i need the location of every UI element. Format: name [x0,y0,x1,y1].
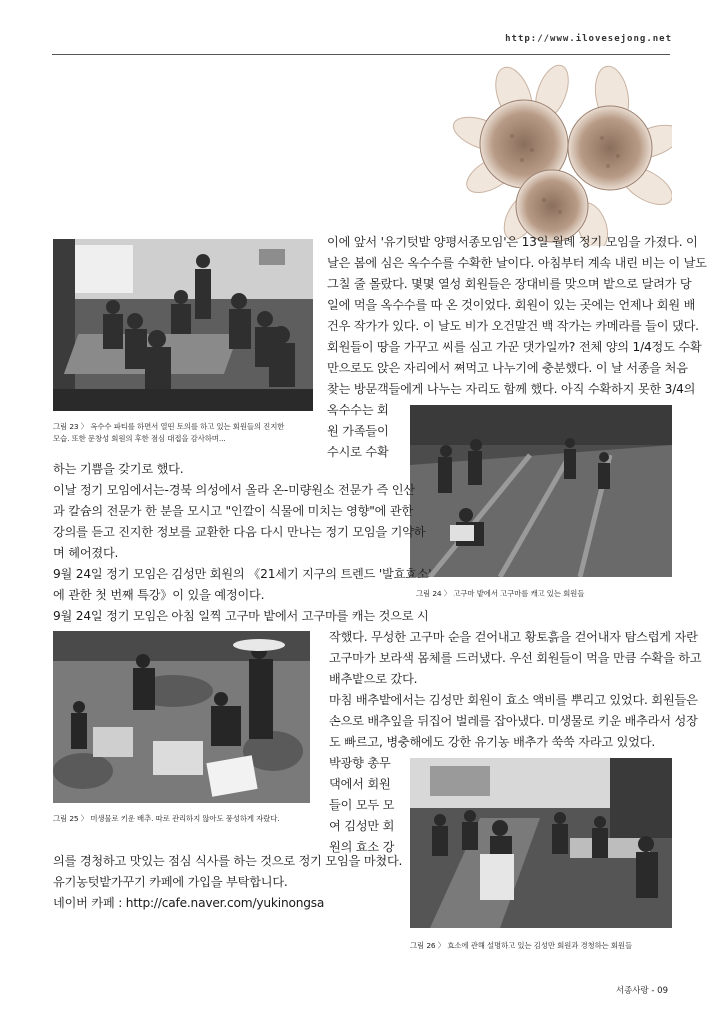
header-rule [52,54,670,55]
text-line: 하는 기쁨을 갖기로 했다. [53,462,184,476]
text-line: 작했다. 무성한 고구마 순을 걷어내고 황토흙을 걷어내자 탐스럽게 자란 [329,630,698,644]
caption-fig23-line: 모습. 또한 문창성 회원의 후한 점심 대접을 감사하며... [53,434,226,443]
text-line: 회원들이 땅을 가꾸고 씨를 심고 가꾼 댓가일까? 전체 양의 1/4정도 수확 [327,340,702,354]
text-line: 손으로 배추잎을 뒤집어 벌레를 잡아냈다. 미생물로 키운 배추라서 성장 [329,714,698,728]
text-line: 마침 배추밭에서는 김성만 회원이 효소 액비를 뿌리고 있었다. 회원들은 [329,693,698,707]
text-line: 일에 먹을 옥수수를 따 온 것이었다. 회원이 있는 곳에는 언제나 회원 배 [327,298,696,312]
text-line: 과 칼슘의 전문가 한 분을 모시고 "인깔이 식물에 미치는 영향"에 관한 [53,504,414,518]
sunflower-illustration [452,56,672,246]
page-number: 서종사랑 - 09 [615,986,668,996]
article-paragraph-6 [53,851,402,914]
text-line: 강의를 듣고 진지한 정보를 교환한 다음 다시 만나는 정기 모임을 기약하 [53,525,426,539]
text-line: 찾는 방문객들에게 나누는 자리도 함께 했다. 아직 수확하지 못한 3/4의 [327,382,696,396]
text-line: 9월 24일 정기 모임은 아침 일찍 고구마 밭에서 고구마를 캐는 것으로 시 [53,609,429,623]
photo-enzyme-lecture [410,758,672,928]
caption-fig23 [53,421,284,445]
caption-fig26: 그림 26 〉 효소에 관해 설명하고 있는 김성만 회원과 경청하는 회원들 [410,941,633,950]
text-line: 고구마가 보라색 몸체를 드러냈다. 우선 회원들이 먹을 만큼 수확을 하고 [329,651,702,665]
article-paragraph-1 [327,232,707,400]
text-line: 여 김성만 회 [329,819,395,833]
caption-fig25: 그림 25 〉 미생물로 키운 배추. 따로 관리하지 않아도 풍성하게 자랐다. [53,814,280,823]
text-line: 이날 정기 모임에서는-경북 의성에서 올라 온-미량원소 전문가 즉 인산 [53,483,415,497]
text-line: 도 빠르고, 병충해에도 강한 유기농 배추가 쑥쑥 자라고 있었다. [329,735,656,749]
article-paragraph-4 [329,627,701,753]
text-line: 의를 경청하고 맛있는 점심 식사를 하는 것으로 정기 모임을 마쳤다. [53,854,403,868]
text-line: 며 헤어졌다. [53,546,119,560]
caption-fig24: 그림 24 〉 고구마 밭에서 고구마를 캐고 있는 회원들 [416,589,585,598]
text-line: 댁에서 회원 [329,777,391,791]
text-line: 원의 효소 강 [329,840,395,854]
text-line: 날은 봄에 심은 옥수수를 수확한 날이다. 아침부터 계속 내린 비는 이 날도 [327,256,707,270]
text-line: 그칠 줄 몰랐다. 몇몇 열성 회원들은 장대비를 맞으며 밭으로 달려가 당 [327,277,692,291]
text-line: 유기농텃밭가꾸기 카페에 가입을 부탁합니다. [53,875,288,889]
cafe-link[interactable]: 네이버 카페 : http://cafe.naver.com/yukinongsa [53,896,325,910]
text-line: 이에 앞서 '유기텃밭 양평서종모임'은 13일 월례 정기 모임을 가졌다. 이 [327,235,698,249]
text-line: 만으로도 앉은 자리에서 쪄먹고 나누기에 충분했다. 이 날 서종을 처음 [327,361,688,375]
photo-cabbage-field [53,631,310,803]
text-line: 건우 작가가 있다. 이 날도 비가 오건말건 백 작가는 카메라를 들이 댔다. [327,319,699,333]
text-line: 배추밭으로 갔다. [329,672,418,686]
website-url: http://www.ilovesejong.net [505,34,672,44]
photo-sweet-potato-harvest [410,405,672,577]
text-line: 에 관한 첫 번째 특강》이 있을 예정이다. [53,588,265,602]
text-line: 들이 모두 모 [329,798,395,812]
text-line: 수시로 수확 [327,445,389,459]
text-line: 박광향 총무 [329,756,391,770]
photo-corn-party [53,239,313,411]
article-paragraph-5 [329,753,394,858]
text-line: 옥수수는 회 [327,403,389,417]
article-paragraph-2 [327,400,389,463]
article-paragraph-3 [53,459,431,627]
text-line: 9월 24일 정기 모임은 김성만 회원의 《21세기 지구의 트렌드 '발효효소' [53,567,432,581]
caption-fig23-line: 그림 23 〉 옥수수 파티를 하면서 열띤 토의를 하고 있는 회원들의 진지한 [53,422,285,431]
text-line: 원 가족들이 [327,424,389,438]
